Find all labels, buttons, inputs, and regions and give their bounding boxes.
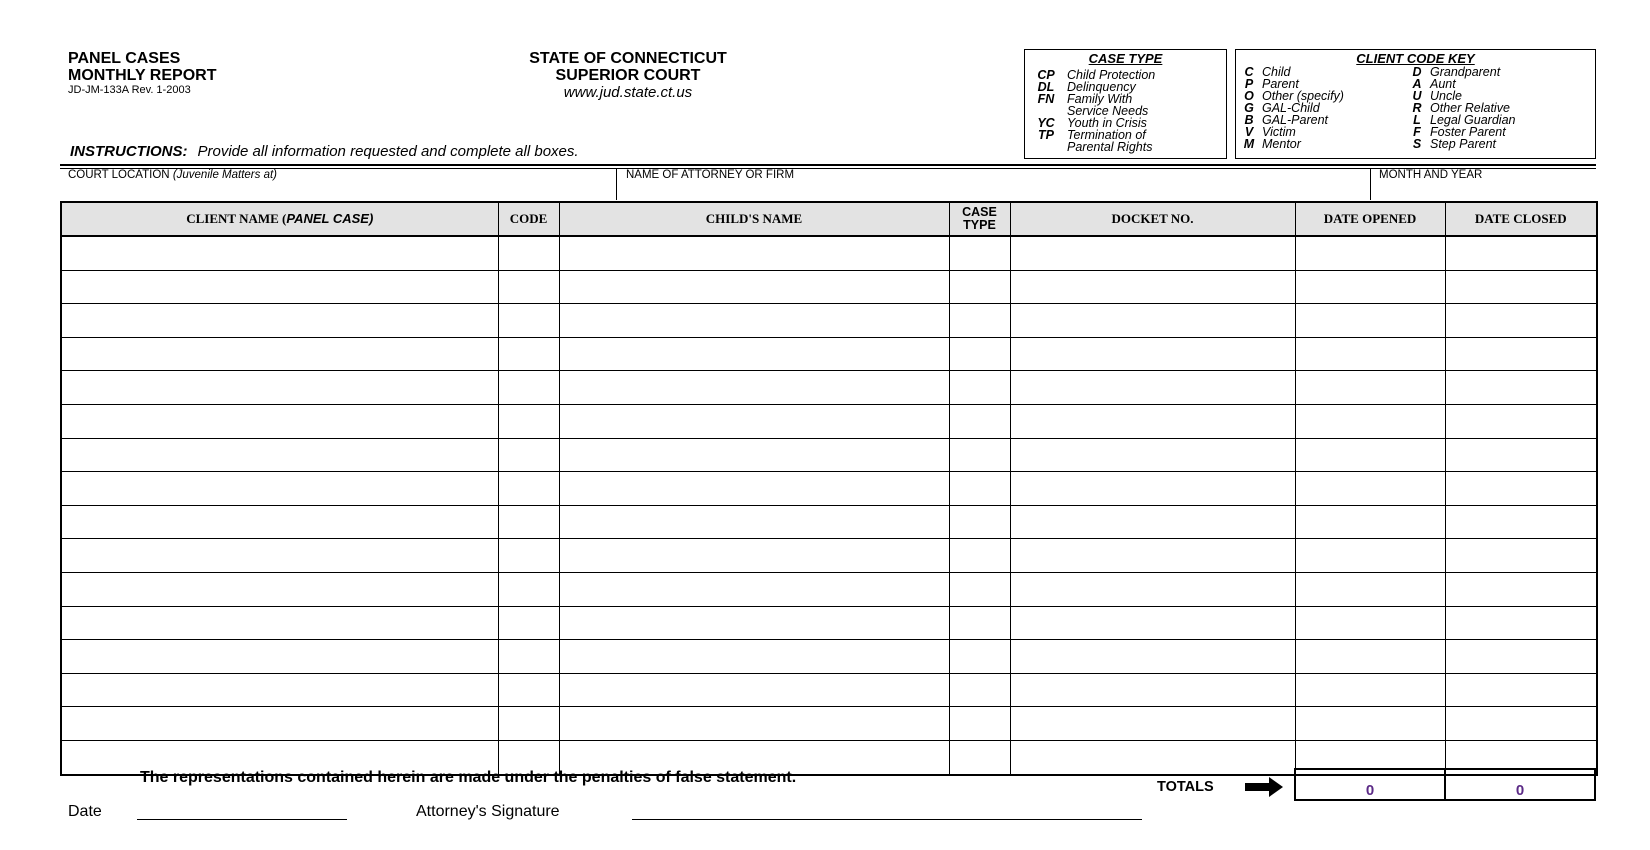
instructions xyxy=(70,143,579,160)
cell-client-name[interactable] xyxy=(61,606,498,640)
cell-code[interactable] xyxy=(498,505,559,539)
cell-date-opened[interactable] xyxy=(1295,505,1445,539)
table-row xyxy=(61,404,1597,438)
cell-date-opened[interactable] xyxy=(1295,337,1445,371)
total-opened-field[interactable]: 0 xyxy=(1294,768,1446,801)
case-type-title: CASE TYPE xyxy=(1088,51,1163,66)
col-code: CODE xyxy=(498,202,559,236)
client-code-item: A Aunt xyxy=(1412,77,1456,91)
case-type-item: Service Needs xyxy=(1067,104,1149,118)
cell-client-name[interactable] xyxy=(61,270,498,304)
col-childs-name: CHILD'S NAME xyxy=(559,202,949,236)
col-date-closed: DATE CLOSED xyxy=(1445,202,1597,236)
col-docket: DOCKET NO. xyxy=(1010,202,1295,236)
cell-client-name[interactable] xyxy=(61,371,498,405)
cell-case-type[interactable] xyxy=(949,337,1010,371)
cell-date-closed[interactable] xyxy=(1445,707,1597,741)
certification-statement: The representations contained herein are made under the penalties of false statement. xyxy=(140,769,797,786)
cell-case-type[interactable] xyxy=(949,707,1010,741)
cell-case-type[interactable] xyxy=(949,438,1010,472)
cell-docket[interactable] xyxy=(1010,673,1295,707)
cell-date-opened[interactable] xyxy=(1295,438,1445,472)
cell-date-opened[interactable] xyxy=(1295,640,1445,674)
client-code-item: U Uncle xyxy=(1412,89,1462,103)
cell-date-closed[interactable] xyxy=(1445,673,1597,707)
cell-client-name[interactable] xyxy=(61,472,498,506)
cell-childs-name[interactable] xyxy=(559,438,949,472)
attorney-label: NAME OF ATTORNEY OR FIRM xyxy=(626,169,795,181)
col-date-opened: DATE OPENED xyxy=(1295,202,1445,236)
cell-docket[interactable] xyxy=(1010,304,1295,338)
cell-childs-name[interactable] xyxy=(559,337,949,371)
cell-client-name[interactable] xyxy=(61,404,498,438)
form-title-line1: PANEL CASES xyxy=(68,50,181,67)
court-website: www.jud.state.ct.us xyxy=(563,84,693,101)
cell-date-closed[interactable] xyxy=(1445,606,1597,640)
case-type-item: DL Delinquency xyxy=(1037,80,1136,94)
cell-client-name[interactable] xyxy=(61,707,498,741)
client-code-item: O Other (specify) xyxy=(1244,89,1344,103)
table-row xyxy=(61,371,1597,405)
cell-docket[interactable] xyxy=(1010,572,1295,606)
cell-childs-name[interactable] xyxy=(559,673,949,707)
date-input[interactable] xyxy=(137,800,347,820)
court-location-label: COURT LOCATION (Juvenile Matters at) xyxy=(68,169,277,181)
cell-date-opened[interactable] xyxy=(1295,404,1445,438)
cell-case-type[interactable] xyxy=(949,640,1010,674)
cell-code[interactable] xyxy=(498,270,559,304)
table-row xyxy=(61,505,1597,539)
cell-childs-name[interactable] xyxy=(559,707,949,741)
signature-input[interactable] xyxy=(632,800,1142,820)
cell-docket[interactable] xyxy=(1010,371,1295,405)
table-row xyxy=(61,640,1597,674)
cell-childs-name[interactable] xyxy=(559,404,949,438)
cell-childs-name[interactable] xyxy=(559,640,949,674)
cell-case-type[interactable] xyxy=(949,472,1010,506)
form-title-line2: MONTHLY REPORT xyxy=(68,67,217,84)
cell-childs-name[interactable] xyxy=(559,304,949,338)
cell-childs-name[interactable] xyxy=(559,606,949,640)
panel-cases-table xyxy=(60,201,1598,776)
cell-date-closed[interactable] xyxy=(1445,236,1597,270)
table-row xyxy=(61,472,1597,506)
table-row xyxy=(61,606,1597,640)
client-code-item: R Other Relative xyxy=(1412,101,1510,115)
cell-date-opened[interactable] xyxy=(1295,304,1445,338)
cell-case-type[interactable] xyxy=(949,606,1010,640)
case-type-item: FN Family With xyxy=(1037,92,1133,106)
client-code-item: V Victim xyxy=(1244,125,1296,139)
cell-client-name[interactable] xyxy=(61,539,498,573)
client-code-item: L Legal Guardian xyxy=(1413,113,1516,127)
header-rule-top xyxy=(60,164,1596,166)
client-code-item: P Parent xyxy=(1244,77,1299,91)
cell-date-closed[interactable] xyxy=(1445,304,1597,338)
cell-date-opened[interactable] xyxy=(1295,472,1445,506)
table-row xyxy=(61,337,1597,371)
case-type-item: TP Termination of xyxy=(1038,128,1146,142)
case-type-item: CP Child Protection xyxy=(1037,68,1156,82)
cell-code[interactable] xyxy=(498,371,559,405)
attorney-input[interactable] xyxy=(622,184,1366,200)
state-name: STATE OF CONNECTICUT xyxy=(529,50,727,67)
cell-date-opened[interactable] xyxy=(1295,270,1445,304)
cell-childs-name[interactable] xyxy=(559,236,949,270)
cell-docket[interactable] xyxy=(1010,606,1295,640)
cell-docket[interactable] xyxy=(1010,505,1295,539)
cell-date-closed[interactable] xyxy=(1445,270,1597,304)
form-number: JD-JM-133A Rev. 1-2003 xyxy=(68,84,191,96)
cell-case-type[interactable] xyxy=(949,673,1010,707)
court-header xyxy=(478,50,778,102)
instructions-text: Provide all information requested and complete all boxes. xyxy=(197,143,579,160)
cell-date-opened[interactable] xyxy=(1295,707,1445,741)
cell-date-opened[interactable] xyxy=(1295,606,1445,640)
cell-client-name[interactable] xyxy=(61,236,498,270)
cell-code[interactable] xyxy=(498,438,559,472)
cell-case-type[interactable] xyxy=(949,304,1010,338)
cell-docket[interactable] xyxy=(1010,270,1295,304)
client-code-item: C Child xyxy=(1244,65,1291,79)
cell-date-closed[interactable] xyxy=(1445,438,1597,472)
cell-client-name[interactable] xyxy=(61,673,498,707)
cell-childs-name[interactable] xyxy=(559,472,949,506)
cell-client-name[interactable] xyxy=(61,640,498,674)
cell-code[interactable] xyxy=(498,539,559,573)
cell-date-opened[interactable] xyxy=(1295,673,1445,707)
client-code-item: S Step Parent xyxy=(1412,137,1497,151)
cell-client-name[interactable] xyxy=(61,438,498,472)
cell-case-type[interactable] xyxy=(949,539,1010,573)
cell-childs-name[interactable] xyxy=(559,270,949,304)
cell-code[interactable] xyxy=(498,304,559,338)
field-divider xyxy=(1370,168,1371,200)
field-divider xyxy=(616,168,617,200)
cell-date-opened[interactable] xyxy=(1295,572,1445,606)
cell-code[interactable] xyxy=(498,472,559,506)
cell-code[interactable] xyxy=(498,404,559,438)
cell-client-name[interactable] xyxy=(61,304,498,338)
cell-case-type[interactable] xyxy=(949,505,1010,539)
table-row xyxy=(61,673,1597,707)
cell-date-closed[interactable] xyxy=(1445,539,1597,573)
cell-docket[interactable] xyxy=(1010,236,1295,270)
court-name: SUPERIOR COURT xyxy=(555,67,701,84)
cell-docket[interactable] xyxy=(1010,707,1295,741)
table-row xyxy=(61,539,1597,573)
client-code-item: G GAL-Child xyxy=(1244,101,1320,115)
table-row xyxy=(61,304,1597,338)
cell-childs-name[interactable] xyxy=(559,505,949,539)
cell-date-closed[interactable] xyxy=(1445,337,1597,371)
arrow-right-icon xyxy=(1245,777,1283,797)
cell-docket[interactable] xyxy=(1010,337,1295,371)
table-header-row xyxy=(61,202,1597,236)
table-row xyxy=(61,270,1597,304)
cell-date-opened[interactable] xyxy=(1295,539,1445,573)
date-label: Date xyxy=(68,803,102,820)
total-closed-field[interactable]: 0 xyxy=(1444,768,1596,801)
client-code-item: M Mentor xyxy=(1243,137,1301,151)
case-type-key xyxy=(1024,49,1227,159)
cell-date-opened[interactable] xyxy=(1295,371,1445,405)
cell-case-type[interactable] xyxy=(949,236,1010,270)
table-row xyxy=(61,438,1597,472)
client-code-item: B GAL-Parent xyxy=(1244,113,1329,127)
client-code-title: CLIENT CODE KEY xyxy=(1356,51,1475,66)
client-code-key xyxy=(1235,49,1596,159)
case-type-item: YC Youth in Crisis xyxy=(1037,116,1147,130)
cell-docket[interactable] xyxy=(1010,539,1295,573)
cell-date-closed[interactable] xyxy=(1445,640,1597,674)
instructions-label: INSTRUCTIONS: xyxy=(70,143,188,160)
client-code-item: D Grandparent xyxy=(1412,65,1501,79)
col-case-type: CASE TYPE xyxy=(949,202,1010,236)
cell-code[interactable] xyxy=(498,337,559,371)
cell-childs-name[interactable] xyxy=(559,371,949,405)
cell-childs-name[interactable] xyxy=(559,539,949,573)
cell-code[interactable] xyxy=(498,673,559,707)
month-year-input[interactable] xyxy=(1376,184,1594,200)
case-type-item: Parental Rights xyxy=(1067,140,1153,154)
cell-code[interactable] xyxy=(498,606,559,640)
table-row xyxy=(61,707,1597,741)
cell-code[interactable] xyxy=(498,236,559,270)
cell-date-opened[interactable] xyxy=(1295,236,1445,270)
court-location-input[interactable] xyxy=(64,184,612,200)
cell-case-type[interactable] xyxy=(949,740,1010,774)
cell-docket[interactable] xyxy=(1010,472,1295,506)
header-rule-bottom xyxy=(60,168,1596,169)
cell-client-name[interactable] xyxy=(61,505,498,539)
cell-date-closed[interactable] xyxy=(1445,371,1597,405)
cell-docket[interactable] xyxy=(1010,740,1295,774)
totals-label: TOTALS xyxy=(1157,779,1214,795)
cell-childs-name[interactable] xyxy=(559,572,949,606)
month-year-label: MONTH AND YEAR xyxy=(1379,169,1483,181)
cell-client-name[interactable] xyxy=(61,337,498,371)
cell-date-closed[interactable] xyxy=(1445,505,1597,539)
signature-label: Attorney's Signature xyxy=(416,803,560,820)
col-client-name: CLIENT NAME (PANEL CASE) xyxy=(61,202,498,236)
client-code-item: F Foster Parent xyxy=(1413,125,1506,139)
cell-docket[interactable] xyxy=(1010,640,1295,674)
cell-case-type[interactable] xyxy=(949,270,1010,304)
cell-case-type[interactable] xyxy=(949,371,1010,405)
cell-client-name[interactable] xyxy=(61,572,498,606)
cell-date-closed[interactable] xyxy=(1445,472,1597,506)
cell-code[interactable] xyxy=(498,707,559,741)
cell-case-type[interactable] xyxy=(949,572,1010,606)
cell-code[interactable] xyxy=(498,640,559,674)
cell-docket[interactable] xyxy=(1010,438,1295,472)
table-row xyxy=(61,572,1597,606)
cell-case-type[interactable] xyxy=(949,404,1010,438)
cell-date-closed[interactable] xyxy=(1445,404,1597,438)
table-row xyxy=(61,236,1597,270)
cell-code[interactable] xyxy=(498,572,559,606)
table-body xyxy=(61,236,1597,775)
cell-date-closed[interactable] xyxy=(1445,572,1597,606)
cell-docket[interactable] xyxy=(1010,404,1295,438)
